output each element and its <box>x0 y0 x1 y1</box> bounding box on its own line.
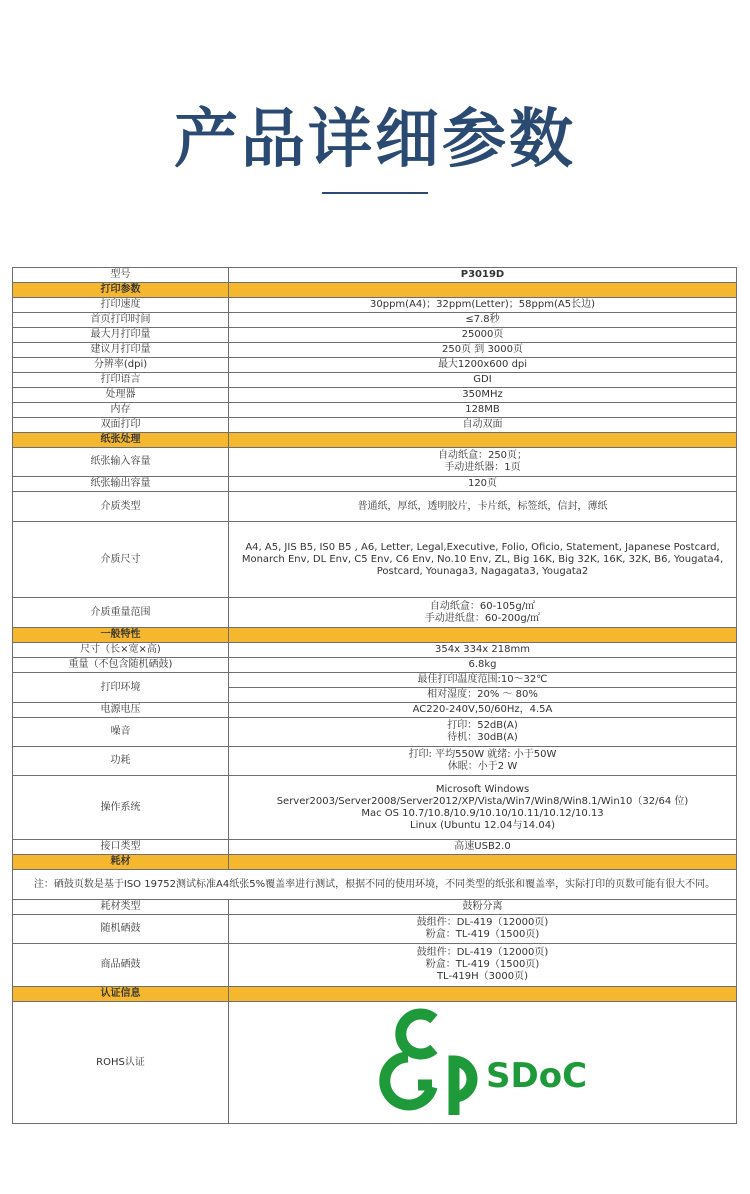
table-row <box>13 658 737 673</box>
row-value: 打印：52dB(A) 待机：30dB(A) <box>229 718 737 747</box>
table-row <box>13 373 737 388</box>
logo-c-mark <box>400 1014 433 1054</box>
table-row <box>13 388 737 403</box>
row-value: 鼓组件：DL-419（12000页) 粉盒：TL-419（1500页) TL-419H（3000页) <box>229 944 737 987</box>
table-row <box>13 298 737 313</box>
logo-sdoc-text: SDoC <box>485 1055 587 1096</box>
row-label: 纸张输入容量 <box>13 448 229 477</box>
row-value: 相对湿度：20% ～ 80% <box>229 688 737 703</box>
table-row <box>13 1002 737 1124</box>
table-row <box>13 358 737 373</box>
row-label: 打印环境 <box>13 673 229 703</box>
table-row <box>13 313 737 328</box>
table-row <box>13 840 737 855</box>
table-row <box>13 418 737 433</box>
section-title: 纸张处理 <box>13 433 229 448</box>
page-title: 产品详细参数 <box>174 103 576 177</box>
section-row-consumables <box>13 855 737 870</box>
row-value: AC220-240V,50/60Hz，4.5A <box>229 703 737 718</box>
row-label: 纸张输出容量 <box>13 477 229 492</box>
section-title: 一般特性 <box>13 628 229 643</box>
table-row <box>13 944 737 987</box>
section-row-cert <box>13 987 737 1002</box>
row-value: 128MB <box>229 403 737 418</box>
section-row-print <box>13 283 737 298</box>
row-value: GDI <box>229 373 737 388</box>
row-label: 耗材类型 <box>13 900 229 915</box>
table-row <box>13 328 737 343</box>
spec-table <box>12 267 737 1124</box>
row-label: 尺寸（长×宽×高) <box>13 643 229 658</box>
row-label: 打印速度 <box>13 298 229 313</box>
row-label: 商品硒鼓 <box>13 944 229 987</box>
row-value: 354x 334x 218mm <box>229 643 737 658</box>
section-row-paper <box>13 433 737 448</box>
table-row <box>13 522 737 598</box>
row-label: 双面打印 <box>13 418 229 433</box>
row-label: 随机硒鼓 <box>13 915 229 944</box>
table-row <box>13 643 737 658</box>
row-label: 介质重量范围 <box>13 598 229 628</box>
section-title: 认证信息 <box>13 987 229 1002</box>
row-label: 噪音 <box>13 718 229 747</box>
consumables-note: 注：硒鼓页数是基于ISO 19752测试标准A4纸张5%覆盖率进行测试，根据不同的使用环境，不同类型的纸张和覆盖率，实际打印的页数可能有很大不同。 <box>13 870 737 900</box>
title-underline <box>322 192 428 194</box>
gp-sdoc-logo <box>368 1005 598 1121</box>
row-label: 最大月打印量 <box>13 328 229 343</box>
logo-p-mark <box>454 1061 472 1115</box>
row-value: 自动纸盒：60-105g/㎡ 手动进纸盘：60-200g/㎡ <box>229 598 737 628</box>
table-row <box>13 673 737 688</box>
section-title: 耗材 <box>13 855 229 870</box>
row-value: 打印: 平均550W 就绪: 小于50W 休眠：小于2 W <box>229 747 737 776</box>
row-label: 介质尺寸 <box>13 522 229 598</box>
row-label: 打印语言 <box>13 373 229 388</box>
table-row <box>13 598 737 628</box>
row-value: 6.8kg <box>229 658 737 673</box>
row-value: A4, A5, JIS B5, IS0 B5 , A6, Letter, Legal,Executive, Folio, Oficio, Statement, Japanese Postcard, Monarch Env, DL Env, C5 Env, C6 Env, No.10 Env, ZL, Big 16K, Big 32K, 16K, 32K, B6, Yougata4, Postcard, Younaga3, Nagagata3, Yougata2 <box>229 522 737 598</box>
row-value: Microsoft Windows Server2003/Server2008/Server2012/XP/Vista/Win7/Win8/Win8.1/Win10（32/64 位) Mac OS 10.7/10.8/10.9/10.10/10.11/10.12/10.13 Linux (Ubuntu 12.04与14.04) <box>229 776 737 840</box>
table-row <box>13 870 737 900</box>
row-value: 高速USB2.0 <box>229 840 737 855</box>
row-value: ≤7.8秒 <box>229 313 737 328</box>
table-row <box>13 268 737 283</box>
row-value: 鼓粉分离 <box>229 900 737 915</box>
row-label: 功耗 <box>13 747 229 776</box>
row-label: 首页打印时间 <box>13 313 229 328</box>
model-label: 型号 <box>13 268 229 283</box>
table-row <box>13 915 737 944</box>
table-row <box>13 900 737 915</box>
row-label: 处理器 <box>13 388 229 403</box>
row-value: 普通纸，厚纸，透明胶片，卡片纸，标签纸，信封，薄纸 <box>229 492 737 522</box>
table-row <box>13 477 737 492</box>
rohs-logo-cell <box>229 1002 737 1124</box>
table-row <box>13 448 737 477</box>
row-label: 接口类型 <box>13 840 229 855</box>
row-label: 分辨率(dpi) <box>13 358 229 373</box>
row-label: 建议月打印量 <box>13 343 229 358</box>
row-value: 鼓组件：DL-419（12000页) 粉盒：TL-419（1500页) <box>229 915 737 944</box>
row-value: 120页 <box>229 477 737 492</box>
row-label: 内存 <box>13 403 229 418</box>
row-value: 自动双面 <box>229 418 737 433</box>
row-value: 25000页 <box>229 328 737 343</box>
row-value: 最大1200x600 dpi <box>229 358 737 373</box>
section-title: 打印参数 <box>13 283 229 298</box>
table-row <box>13 403 737 418</box>
row-value: 自动纸盒：250页； 手动进纸器：1页 <box>229 448 737 477</box>
table-row <box>13 718 737 747</box>
row-value: 30ppm(A4)；32ppm(Letter)；58ppm(A5长边) <box>229 298 737 313</box>
row-value: 最佳打印温度范围:10～32℃ <box>229 673 737 688</box>
model-value: P3019D <box>229 268 737 283</box>
row-value: 250页 到 3000页 <box>229 343 737 358</box>
row-label: 电源电压 <box>13 703 229 718</box>
table-row <box>13 776 737 840</box>
row-label: ROHS认证 <box>13 1002 229 1124</box>
table-row <box>13 343 737 358</box>
row-value: 350MHz <box>229 388 737 403</box>
section-row-general <box>13 628 737 643</box>
row-label: 重量（不包含随机硒鼓) <box>13 658 229 673</box>
row-label: 介质类型 <box>13 492 229 522</box>
table-row <box>13 747 737 776</box>
table-row <box>13 492 737 522</box>
table-row <box>13 703 737 718</box>
row-label: 操作系统 <box>13 776 229 840</box>
